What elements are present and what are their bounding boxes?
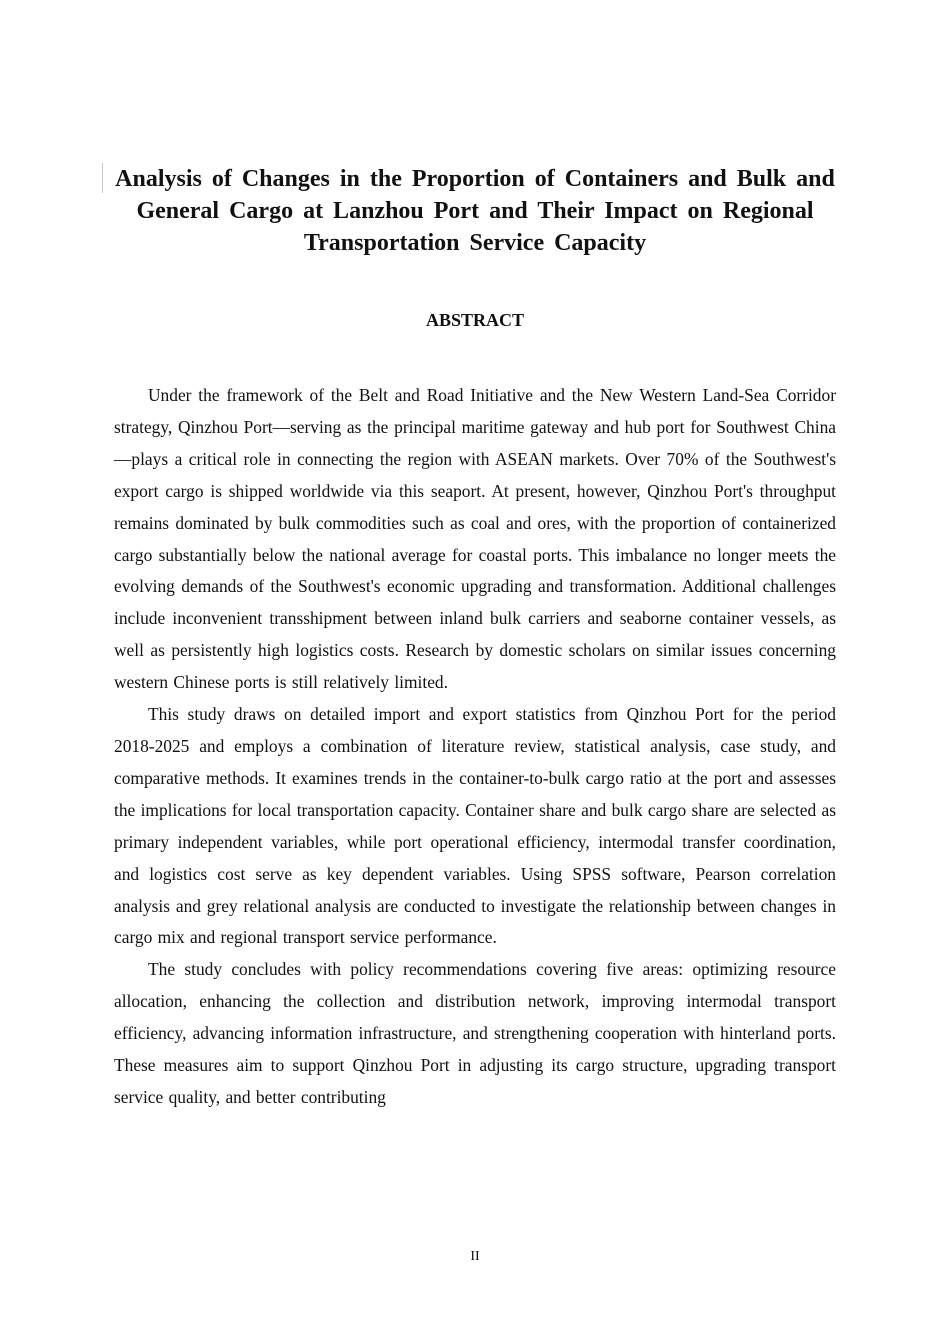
text-cursor xyxy=(102,163,103,193)
paper-title: Analysis of Changes in the Proportion of Containers and Bulk and General Cargo at Lanzhou Port and Their Impact on Regional Transportation Service Capacity xyxy=(115,166,835,256)
abstract-heading: ABSTRACT xyxy=(425,310,525,330)
abstract-body xyxy=(114,380,836,1114)
abstract-paragraph-1: Under the framework of the Belt and Road Initiative and the New Western Land‑Sea Corridor strategy, Qinzhou Port—serving as the principal maritime gateway and hub port for Southwest China—plays a critical role in connecting the region with ASEAN markets. Over 70% of the Southwest's export cargo is shipped worldwide via this seaport. At present, however, Qinzhou Port's throughput remains dominated by bulk commodities such as coal and ores, with the proportion of containerized cargo substantially below the national average for coastal ports. This imbalance no longer meets the evolving demands of the Southwest's economic upgrading and transformation. Additional challenges include inconvenient transshipment between inland bulk carriers and seaborne container vessels, as well as persistently high logistics costs. Research by domestic scholars on similar issues concerning western Chinese ports is still relatively limited. xyxy=(114,385,836,693)
page-number: II xyxy=(470,1249,480,1264)
abstract-paragraph-3: The study concludes with policy recommendations covering five areas: optimizing resource allocation, enhancing the collection and distribution network, improving intermodal transport efficiency, advancing information infrastructure, and strengthening cooperation with hinterland ports. These measures aim to support Qinzhou Port in adjusting its cargo structure, upgrading transport service quality, and better contributing xyxy=(114,959,836,1107)
abstract-paragraph-2: This study draws on detailed import and export statistics from Qinzhou Port for the period 2018‑2025 and employs a combination of literature review, statistical analysis, case study, and comparative methods. It examines trends in the container-to-bulk cargo ratio at the port and assesses the implications for local transportation capacity. Container share and bulk cargo share are selected as primary independent variables, while port operational efficiency, intermodal transfer coordination, and logistics cost serve as key dependent variables. Using SPSS software, Pearson correlation analysis and grey relational analysis are conducted to investigate the relationship between changes in cargo mix and regional transport service performance. xyxy=(114,704,836,948)
